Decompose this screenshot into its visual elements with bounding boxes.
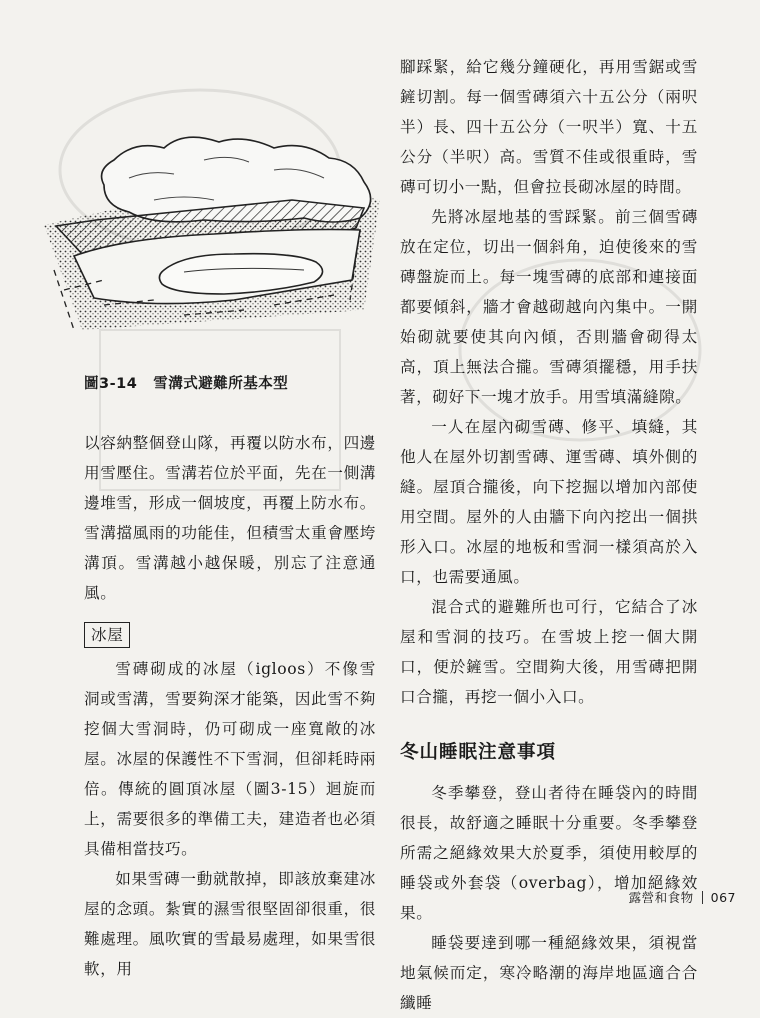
paragraph: 腳踩緊，給它幾分鐘硬化，再用雪鋸或雪鏟切割。每一個雪磚須六十五公分（兩呎半）長、四十五公分（一呎半）寬、十五公分（半呎）高。雪質不佳或很重時，雪磚可切小一點，但會拉長砌冰屋的時間。 [400, 58, 698, 196]
section-title: 冬山睡眠注意事項 [400, 742, 557, 763]
figure-caption [84, 372, 288, 393]
paragraph: 睡袋要達到哪一種絕緣效果，須視當地氣候而定，寒冷略潮的海岸地區適合合纖睡 [400, 934, 698, 1012]
snow-trench-illustration [34, 130, 386, 360]
paragraph: 冬季攀登，登山者待在睡袋內的時間很長，故舒適之睡眠十分重要。冬季攀登所需之絕緣效果大於夏季，須使用較厚的睡袋或外套袋（overbag），增加絕緣效果。 [400, 784, 698, 922]
paragraph: 先將冰屋地基的雪踩緊。前三個雪磚放在定位，切出一個斜角，迫使後來的雪磚盤旋而上。每一塊雪磚的底部和連接面都要傾斜，牆才會越砌越向內集中。一開始砌就要使其向內傾，否則牆會砌得太高，頂上無法合攏。雪磚須擺穩，用手扶著，砌好下一塊才放手。用雪填滿縫隙。 [400, 208, 698, 406]
chapter-title: 露營和食物 [628, 890, 694, 905]
figure-title: 雪溝式避難所基本型 [153, 376, 289, 392]
page-footer [629, 888, 736, 906]
igloo-heading: 冰屋 [84, 622, 130, 648]
left-column [84, 428, 376, 984]
paragraph: 混合式的避難所也可行，它結合了冰屋和雪洞的技巧。在雪坡上挖一個大開口，便於鏟雪。空間夠大後，用雪磚把開口合攏，再挖一個小入口。 [400, 598, 698, 706]
right-column [400, 52, 698, 1018]
footer-divider [702, 891, 703, 904]
paragraph: 一人在屋內砌雪磚、修平、填縫，其他人在屋外切割雪磚、運雪磚、填外側的縫。屋頂合攏後，向下挖掘以增加內部使用空間。屋外的人由牆下向內挖出一個拱形入口。冰屋的地板和雪洞一樣須高於入口，也需要通風。 [400, 418, 698, 586]
figure-number: 圖3-14 [84, 376, 138, 392]
paragraph: 以容納整個登山隊，再覆以防水布，四邊用雪壓住。雪溝若位於平面，先在一側溝邊堆雪，形成一個坡度，再覆上防水布。雪溝擋風雨的功能佳，但積雪太重會壓垮溝頂。雪溝越小越保暖，別忘了注意通風。 [84, 434, 376, 602]
page-number: 067 [710, 890, 736, 905]
paragraph: 雪磚砌成的冰屋（igloos）不像雪洞或雪溝，雪要夠深才能築，因此雪不夠挖個大雪洞時，仍可砌成一座寬敞的冰屋。冰屋的保護性不下雪洞，但卻耗時兩倍。傳統的圓頂冰屋（圖3-15）迴旋而上，需要很多的準備工夫，建造者也必須具備相當技巧。 [84, 660, 376, 858]
paragraph: 如果雪磚一動就散掉，即該放棄建冰屋的念頭。紮實的濕雪很堅固卻很重，很難處理。風吹實的雪最易處理，如果雪很軟，用 [84, 870, 376, 978]
